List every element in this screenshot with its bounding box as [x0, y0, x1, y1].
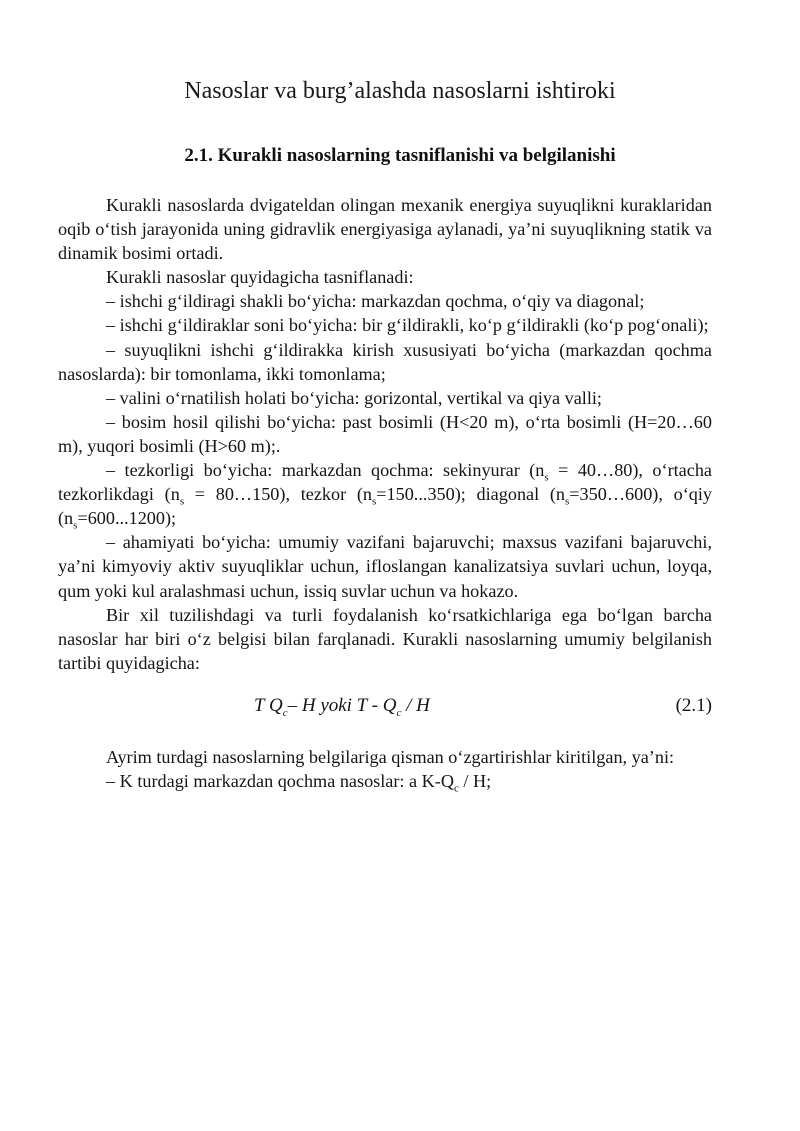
document-body	[58, 193, 712, 793]
paragraph-classification-lead: Kurakli nasoslar quyidagicha tasniflanadi:	[106, 267, 414, 288]
speed-text: =350…600), o‘qiy (n	[58, 484, 712, 529]
formula-2-1	[58, 675, 712, 745]
subscript-s: s	[371, 495, 377, 508]
paragraph-intro: Kurakli nasoslarda dvigateldan olingan mexanik energiya suyuqlikni kuraklaridan oqib o‘tish jarayonida uning gidravlik energiyasiga aylanadi, ya’ni suyuqlikning statik va dinamik bosimi ortadi.	[58, 195, 712, 264]
page-title: Nasoslar va burg’alashda nasoslarni ishtiroki	[184, 78, 616, 104]
paragraph-designation: Bir xil tuzilishdagi va turli foydalanish ko‘rsatkichlariga ega bo‘lgan barcha nasoslar har biri o‘z belgisi bilan farqlanadi. Kurakli nasoslarning umumiy belgilanish tartibi quyidagicha:	[58, 604, 712, 673]
speed-text: =600...1200);	[77, 508, 177, 529]
formula-expression	[254, 694, 430, 718]
list-item-shaft: – valini o‘rnatilish holati bo‘yicha: gorizontal, vertikal va qiya valli;	[106, 387, 602, 408]
paragraph-modifications: Ayrim turdagi nasoslarning belgilariga qisman o‘zgartirishlar kiritilgan, ya’ni:	[106, 746, 675, 767]
formula-part: T Q	[254, 694, 283, 716]
formula-subscript: c	[396, 706, 402, 719]
subscript-s: s	[544, 471, 549, 484]
speed-text: = 80…150), tezkor (n	[184, 484, 372, 505]
speed-text: = 40…80), o‘rtacha tezkorlikdagi (n	[58, 460, 712, 505]
subscript-s: s	[73, 519, 78, 532]
formula-subscript: c	[282, 706, 288, 719]
list-item-purpose: – ahamiyati bo‘yicha: umumiy vazifani bajaruvchi; maxsus vazifani bajaruvchi, ya’ni kimyoviy aktiv suyuqliklar uchun, ifloslangan kanalizatsiya suvlari uchun, loyqa, qum yoki kul aralashmasi uchun, issiq suvlar uchun va hokazo.	[58, 532, 712, 601]
list-item-wheel-shape: – ishchi g‘ildiragi shakli bo‘yicha: markazdan qochma, o‘qiy va diagonal;	[106, 291, 645, 312]
subscript-s: s	[179, 495, 185, 508]
speed-text: – tezkorligi bo‘yicha: markazdan qochma: sekinyurar (n	[106, 460, 545, 481]
list-item-pressure: – bosim hosil qilishi bo‘yicha: past bosimli (H<20 m), o‘rta bosimli (H=20…60 m), yuqori bosimli (H>60 m);.	[58, 411, 712, 456]
formula-part: – H yoki T - Q	[287, 694, 397, 716]
formula-number: (2.1)	[675, 694, 712, 716]
k-type-text: – K turdagi markazdan qochma nasoslar: a K-Q	[106, 770, 454, 791]
k-type-tail: / H;	[458, 770, 492, 791]
list-item-wheel-count: – ishchi g‘ildiraklar soni bo‘yicha: bir g‘ildirakli, ko‘p g‘ildirakli (ko‘p pog‘onali);	[106, 315, 709, 336]
subscript-s: s	[565, 495, 570, 508]
formula-part: / H	[401, 694, 430, 716]
subscript-c: c	[453, 782, 459, 795]
list-item-k-type	[58, 769, 712, 793]
section-heading: 2.1. Kurakli nasoslarning tasniflanishi va belgilanishi	[184, 145, 616, 166]
speed-text: =150...350); diagonal (n	[376, 484, 566, 505]
list-item-inlet: – suyuqlikni ishchi g‘ildirakka kirish xususiyati bo‘yicha (markazdan qochma nasoslarda): bir tomonlama, ikki tomonlama;	[58, 339, 712, 384]
list-item-speed	[58, 458, 712, 530]
